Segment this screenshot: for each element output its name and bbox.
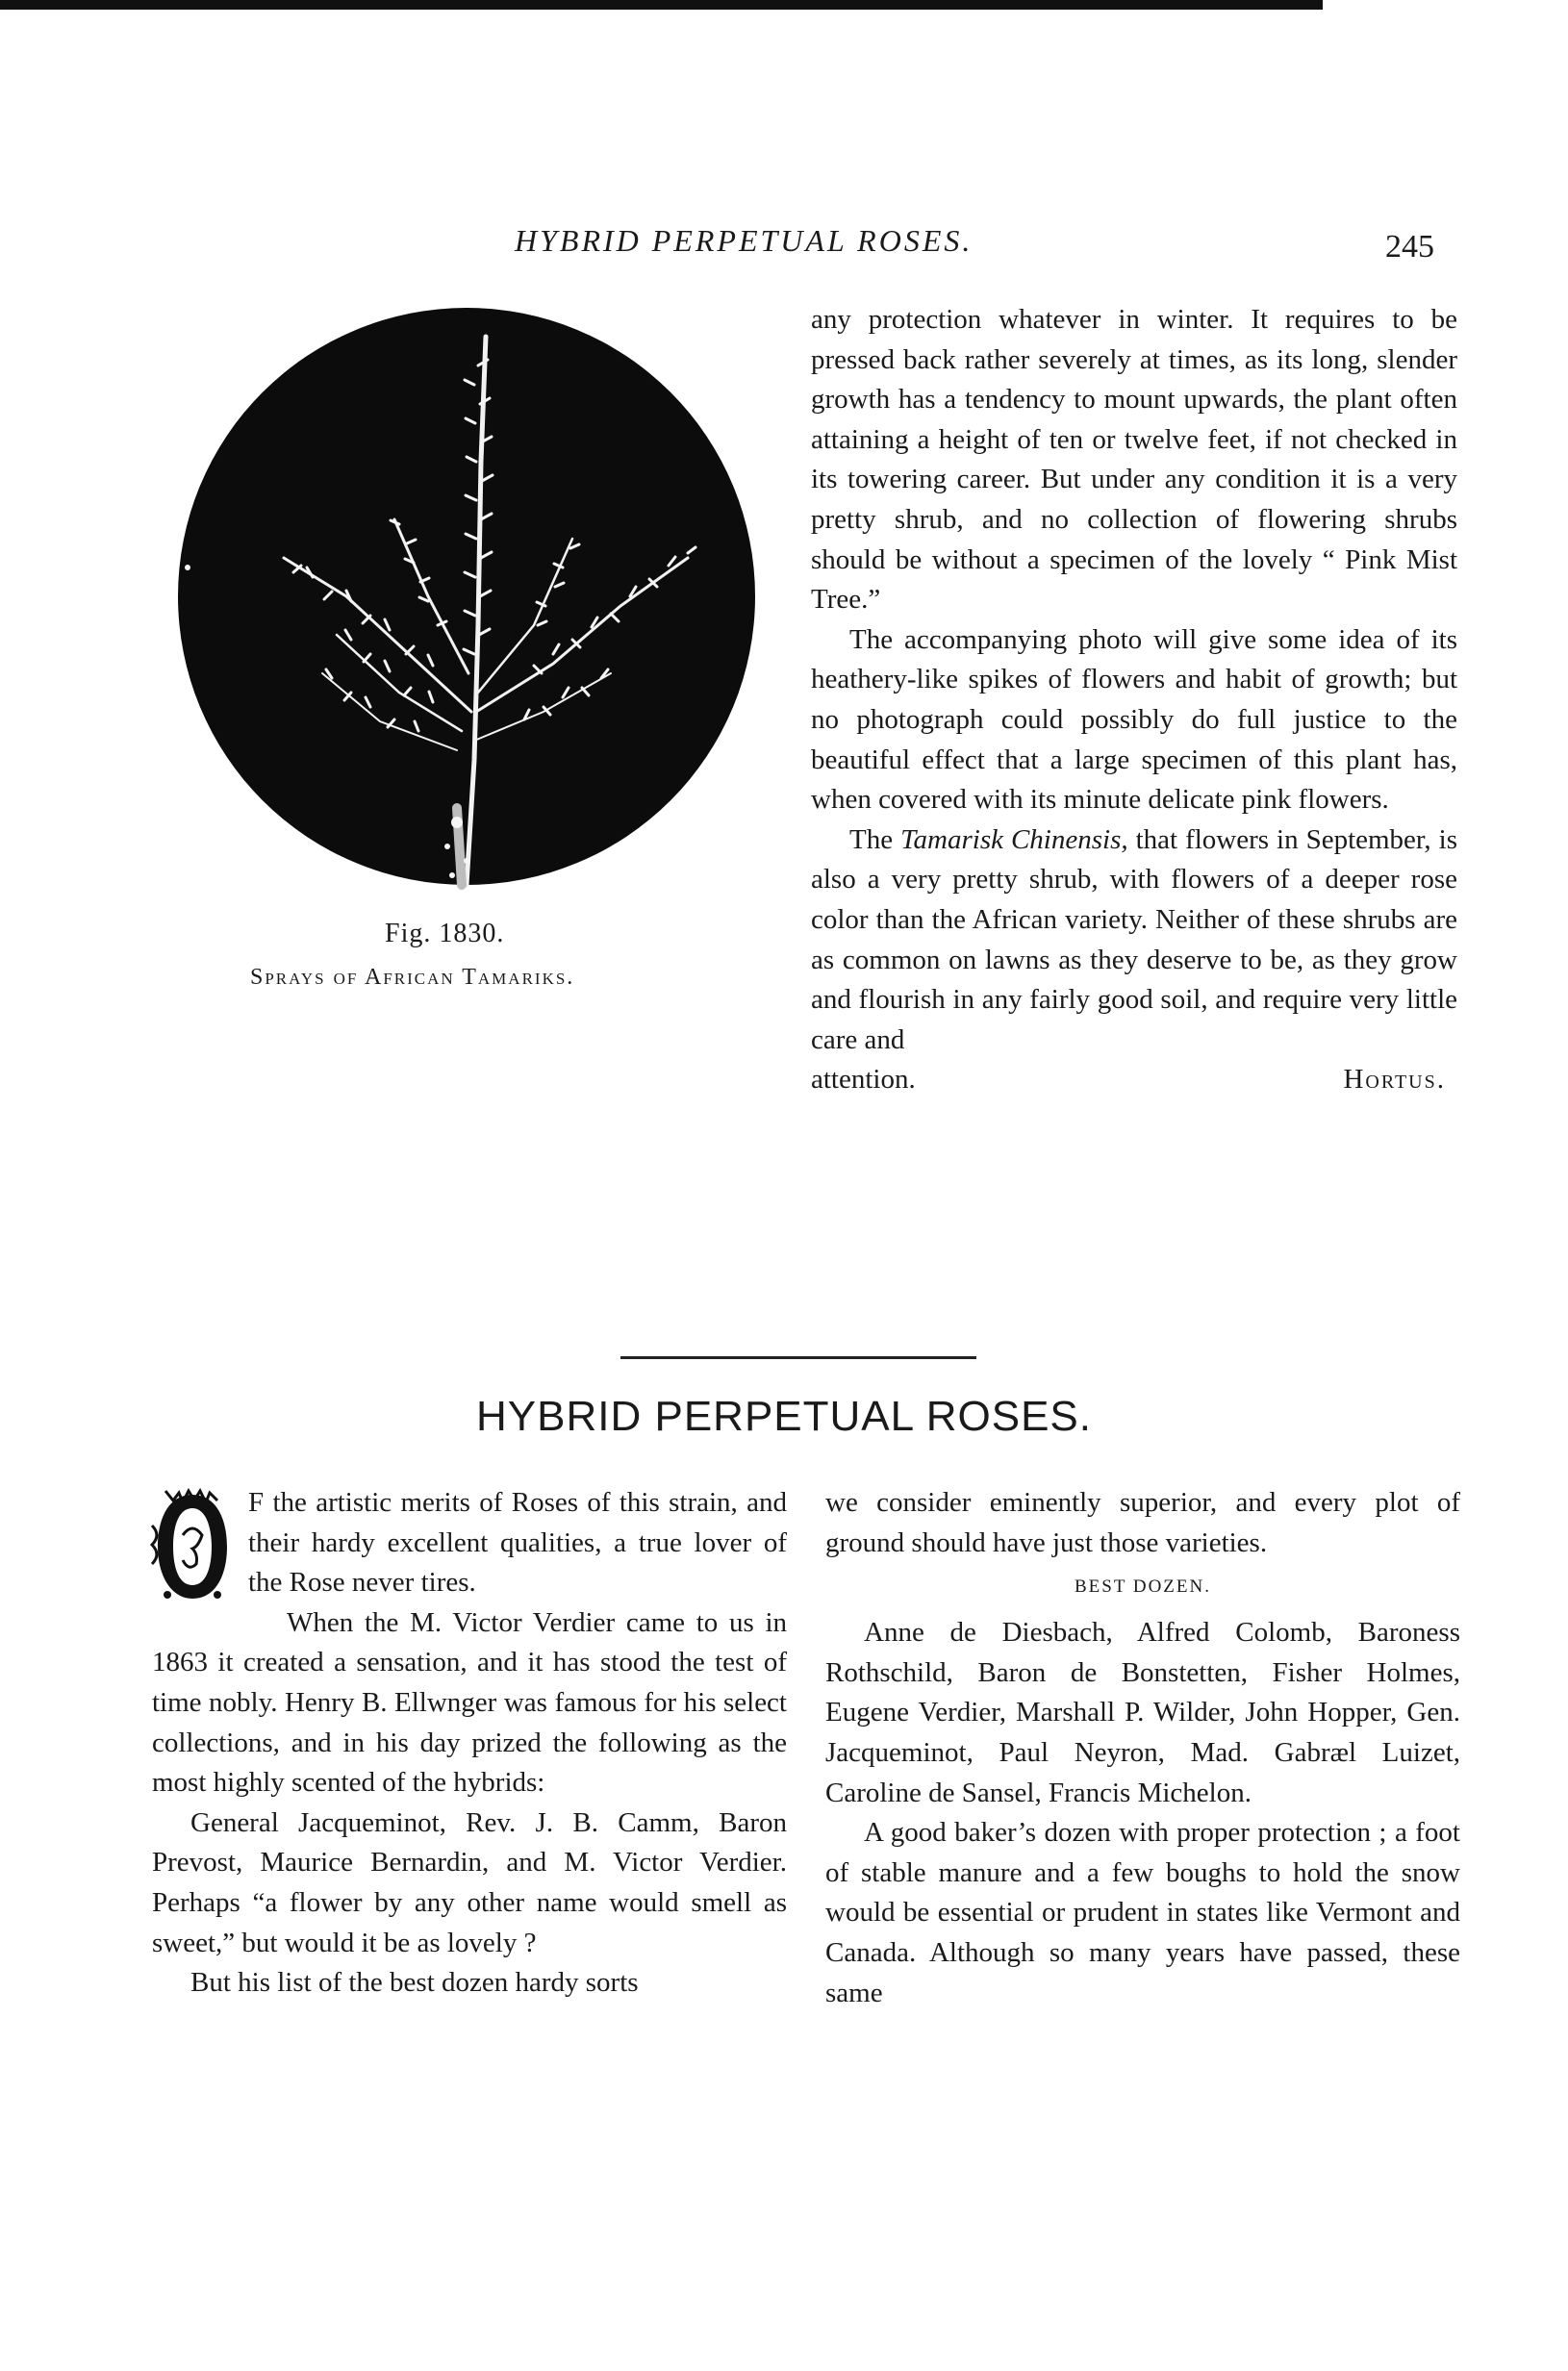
paragraph: The accompanying photo will give some idea of its heathery-like spikes of flowers and habit of growth; but no photograph could possibly do full justice to the beautiful effect that a large specimen of this plant has, when covered with its minute delicate pink flowers. [811, 623, 1457, 816]
text-run: that flowers in September, is also a very pretty shrub, with flowers of a deeper rose color than the African variety. Neither of these shrubs are as common on lawns as they deserve to be, as they grow and flourish in any fairly good soil, and require very little care and [811, 823, 1457, 1055]
figure-tamarisk-photo [168, 308, 765, 904]
ornamental-dropcap-icon [148, 1487, 237, 1604]
paragraph: General Jacqueminot, Rev. J. B. Camm, Baron Prevost, Maurice Bernardin, and M. Victor Verdier. Perhaps “a flower by any other name would smell as sweet,” but would it be as lovely ? [152, 1806, 787, 1958]
top-edge-rule [0, 0, 1323, 10]
page-number: 245 [1385, 229, 1434, 265]
lead-paragraph: F the artistic merits of Roses of this strain, and their hardy excellent qualities, a true lover of the Rose never tires. [248, 1487, 787, 1599]
section-divider [620, 1356, 976, 1359]
paragraph: But his list of the best dozen hardy sorts [190, 1967, 639, 1999]
author-signature: Hortus. [1343, 1064, 1446, 1096]
signature-line [811, 1060, 1457, 1100]
tamarisk-photo-image [168, 308, 765, 904]
paragraph: When the M. Victor Verdier came to us in 1863 it created a sensation, and it has stood the test of time nobly. Henry B. Ellwnger was famous for his select collections, and in his day prized the following as the most highly scented of the hybrids: [152, 1606, 787, 1799]
lower-right-column [825, 1483, 1460, 2013]
last-word: attention. [811, 1064, 916, 1096]
text-run: The [849, 823, 901, 855]
paragraph-continuation: we consider eminently superior, and every plot of ground should have just those varieties. [825, 1487, 1460, 1558]
figure-label: Fig. 1830. [385, 919, 505, 948]
figure-caption: Sprays of African Tamariks. [250, 965, 575, 990]
article-title: HYBRID PERPETUAL ROSES. [476, 1393, 1092, 1440]
running-head: HYBRID PERPETUAL ROSES. [515, 223, 974, 258]
lower-left-column [152, 1483, 787, 2004]
species-name: Tamarisk Chinensis, [900, 823, 1128, 855]
upper-right-column [811, 300, 1457, 1100]
paragraph-tamarisk-chinensis [811, 820, 1457, 1061]
rose-list-paragraph: Anne de Diesbach, Alfred Colomb, Baroness Rothschild, Baron de Bonstetten, Fisher Holmes, Eugene Verdier, Marshall P. Wilder, John Hopper, Gen. Jacqueminot, Paul Neyron, Mad. Gabræl Luizet, Caroline de Sansel, Francis Michelon. [825, 1617, 1460, 1808]
dropcap-letter: O [191, 1559, 193, 1560]
best-dozen-subhead: BEST DOZEN. [1075, 1576, 1211, 1598]
paragraph: A good baker’s dozen with proper protection ; a foot of stable manure and a few boughs to hold the snow would be essential or prudent in states like Vermont and Canada. Although so many years have passed, these same [825, 1817, 1460, 2008]
paragraph: any protection whatever in winter. It requires to be pressed back rather severely at times, as its long, slender growth has a tendency to mount upwards, the plant often attaining a height of ten or twelve feet, if not checked in its towering career. But under any condition it is a very pretty shrub, and no collection of flowering shrubs should be without a specimen of the lovely “ Pink Mist Tree.” [811, 304, 1457, 616]
